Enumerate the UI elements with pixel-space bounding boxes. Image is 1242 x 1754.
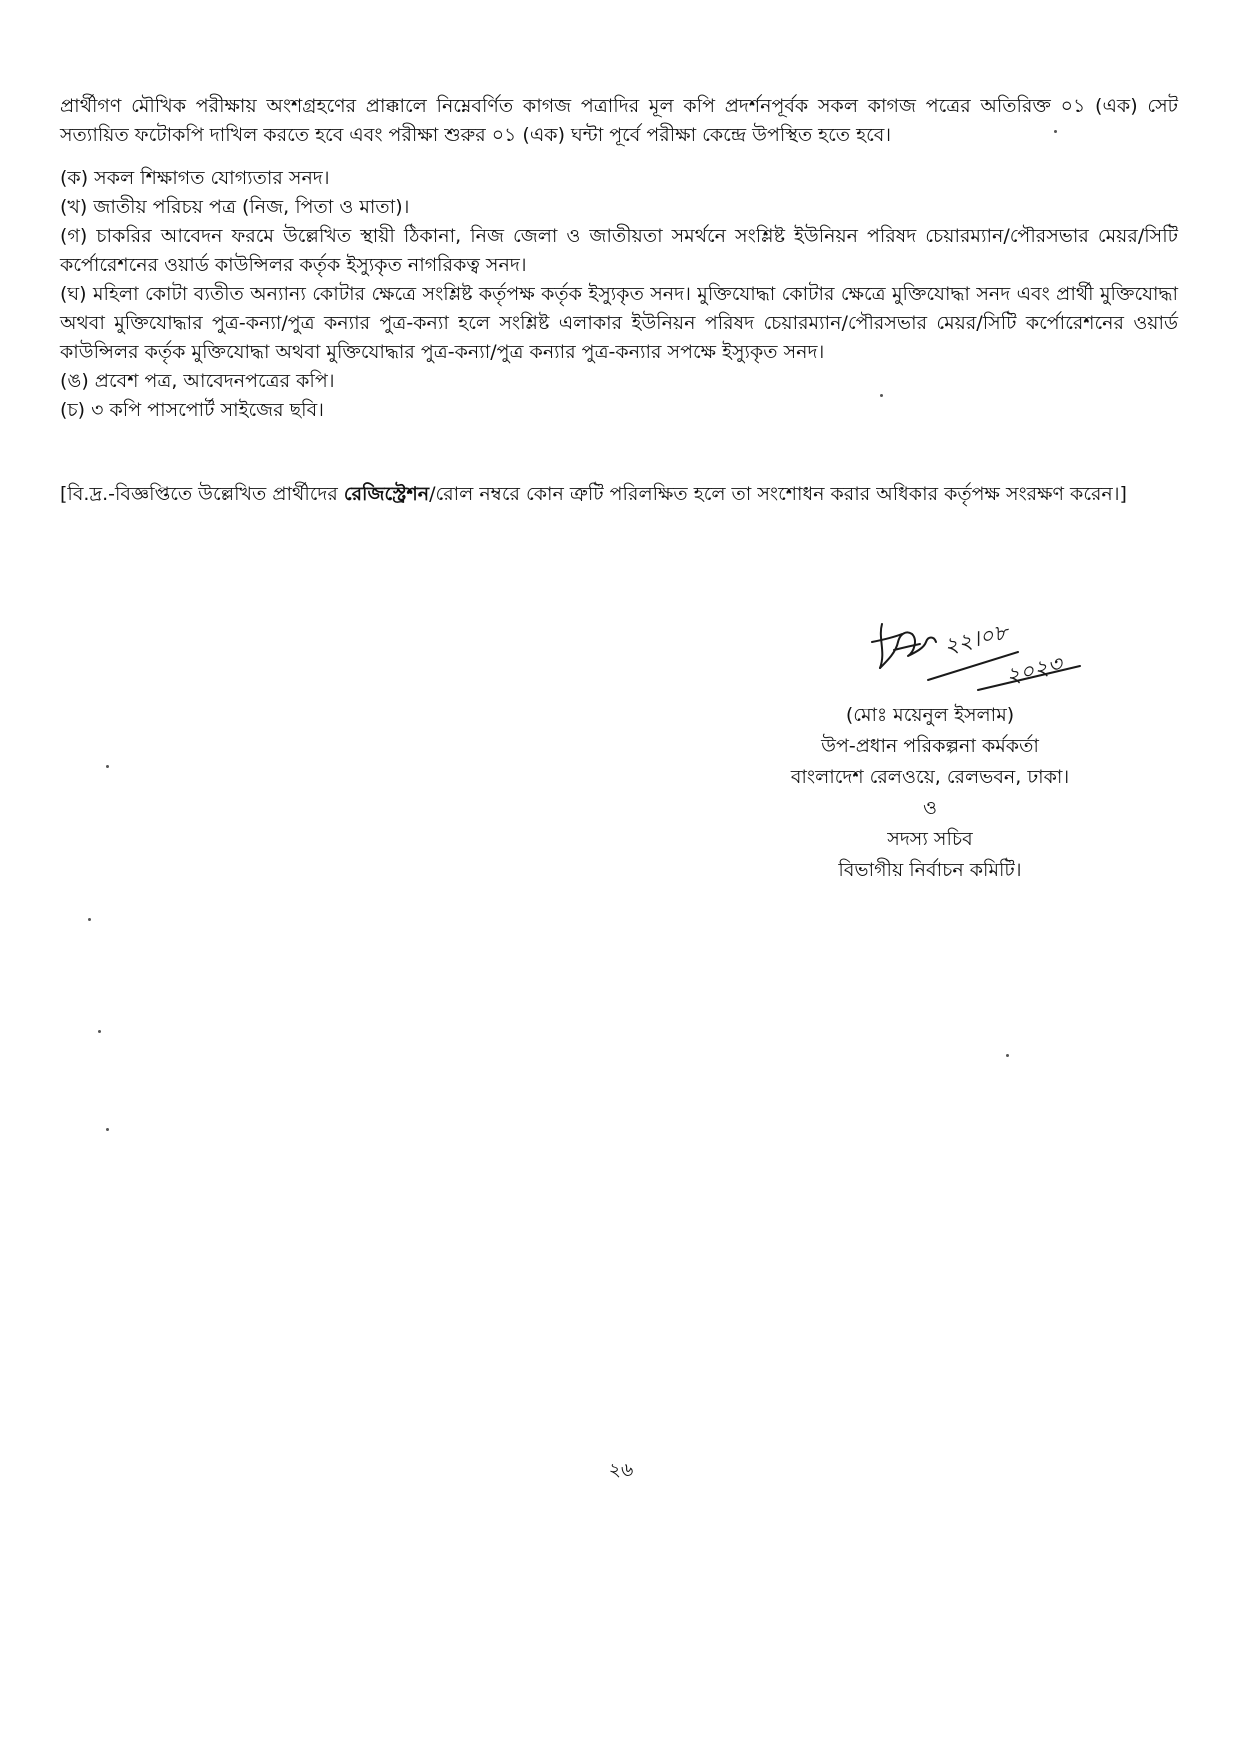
note-text-bold: রেজিস্ট্রেশন [343,483,430,505]
signatory-role: সদস্য সচিব [887,828,973,850]
scan-speck [880,394,883,397]
intro-paragraph: প্রার্থীগণ মৌখিক পরীক্ষায় অংশগ্রহণের প্রাক্কালে নিম্নেবর্ণিত কাগজ পত্রাদির মূল কপি প্রদর্শনপূর্বক সকল কাগজ পত্রের অতিরিক্ত ০১ (এক) সেট সত্যায়িত ফটোকপি দাখিল করতে হবে এবং পরীক্ষা শুরুর ০১ (এক) ঘন্টা পূর্বে পরীক্ষা কেন্দ্রে উপস্থিত হতে হবে। [60,95,1178,146]
list-item-ga: (গ) চাকরির আবেদন ফরমে উল্লেখিত স্থায়ী ঠিকানা, নিজ জেলা ও জাতীয়তা সমর্থনে সংশ্লিষ্ট ইউনিয়ন পরিষদ চেয়ারম্যান/পৌরসভার মেয়র/সিটি কর্পোরেশনের ওয়ার্ড কাউন্সিলর কর্তৃক ইস্যুকৃত নাগরিকত্ব সনদ। [60,225,1178,276]
scan-speck [106,1128,109,1131]
list-item-gha: (ঘ) মহিলা কোটা ব্যতীত অন্যান্য কোটার ক্ষেত্রে সংশ্লিষ্ট কর্তৃপক্ষ কর্তৃক ইস্যুকৃত সনদ। মুক্তিযোদ্ধা কোটার ক্ষেত্রে মুক্তিযোদ্ধা সনদ এবং প্রার্থী মুক্তিযোদ্ধা অথবা মুক্তিযোদ্ধার পুত্র-কন্যা/পুত্র কন্যার পুত্র-কন্যা হলে সংশ্লিষ্ট এলাকার ইউনিয়ন পরিষদ চেয়ারম্যান/পৌরসভার মেয়র/সিটি কর্পোরেশনের ওয়ার্ড কাউন্সিলর কর্তৃক মুক্তিযোদ্ধা অথবা মুক্তিযোদ্ধার পুত্র-কন্যা/পুত্র কন্যার পুত্র-কন্যার সপক্ষে ইস্যুকৃত সনদ। [60,283,1178,363]
list-item-uma: (ঙ) প্রবেশ পত্র, আবেদনপত্রের কপি। [60,370,335,392]
scan-speck [98,1030,101,1033]
signatory-committee: বিভাগীয় নির্বাচন কমিটি। [838,859,1022,881]
list-item-ka: (ক) সকল শিক্ষাগত যোগ্যতার সনদ। [60,167,330,189]
note-text-start: [বি.দ্র.-বিজ্ঞপ্তিতে উল্লেখিত প্রার্থীদের [60,483,344,505]
signatory-name: (মোঃ ময়েনুল ইসলাম) [845,704,1015,726]
scan-speck [1054,130,1057,133]
signatory-office: বাংলাদেশ রেলওয়ে, রেলভবন, ঢাকা। [790,766,1070,788]
scan-speck [88,918,91,921]
signature-date-line-1: ২২।০৮ [941,619,1011,660]
scan-speck [1006,1054,1009,1057]
signatory-conjunction: ও [923,797,937,819]
signatory-designation: উপ-প্রধান পরিকল্পনা কর্মকর্তা [821,735,1039,757]
note-text-end: /রোল নম্বরে কোন ত্রুটি পরিলক্ষিত হলে তা সংশোধন করার অধিকার কর্তৃপক্ষ সংরক্ষণ করেন।] [429,483,1127,505]
list-item-kha: (খ) জাতীয় পরিচয় পত্র (নিজ, পিতা ও মাতা)। [60,196,410,218]
note-paragraph [60,478,1178,510]
signatory-block [730,700,1130,886]
scan-speck [106,765,109,768]
page-number: ২৬ [608,1459,634,1481]
document-list [60,164,1178,425]
handwritten-signature [868,612,1098,692]
signature-date-line-2: ২০২৩ [1003,651,1065,690]
list-item-cha: (চ) ৩ কপি পাসপোর্ট সাইজের ছবি। [60,399,324,421]
